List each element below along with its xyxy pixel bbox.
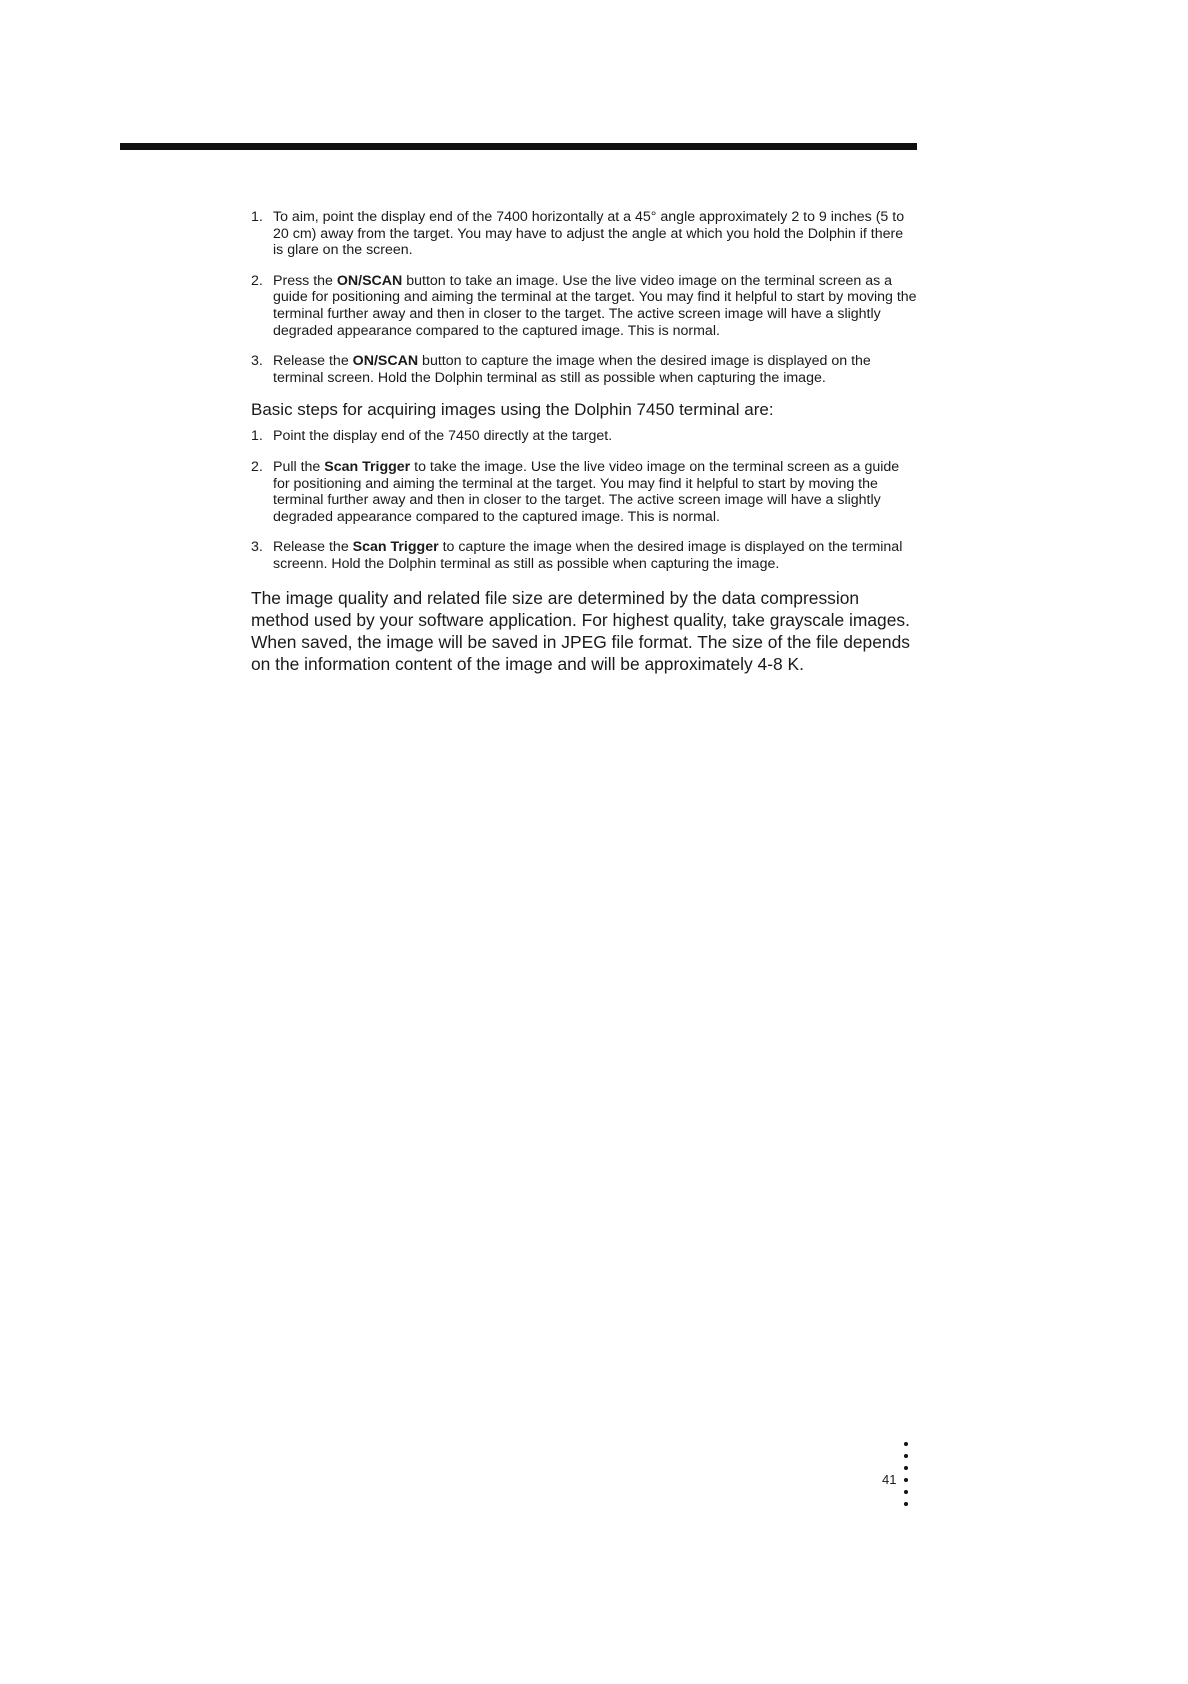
closing-paragraph: The image quality and related file size are determined by the data compression method used by your software application. For highest quality, take grayscale images. When saved, the image will be saved in JPEG file format. The size of the file depends on the information content of the image and will be approximately 4-8 K. [251,587,910,674]
page-content [251,209,917,675]
item-text-post: to take the image. Use the live video image on the terminal screen as a guide for positioning and aiming the terminal at the target. You may find it helpful to start by moving the terminal further away and then in closer to the target. The active screen image will have a slightly degraded appearance compared to the captured image. This is normal. [273,458,900,525]
list-item [251,273,917,339]
item-text-post: button to capture the image when the desired image is displayed on the terminal screen. Hold the Dolphin terminal as still as possible when capturing the image. [273,353,871,386]
button-name: ON/SCAN [352,353,419,370]
marker-dot [904,1454,908,1458]
item-text: Point the display end of the 7450 directly at the target. [273,428,613,445]
page-number: 41 [882,1472,897,1487]
intro-7450: Basic steps for acquiring images using the Dolphin 7450 terminal are: [251,400,774,420]
item-text-pre: Press the [273,272,337,289]
page-marker-dots [904,1442,908,1506]
item-text: To aim, point the display end of the 7400 horizontally at a 45° angle approximately 2 to 9 inches (5 to 20 cm) away from the target. You may have to adjust the angle at which you hold the Dolphin if there is glare on the screen. [273,209,905,259]
marker-dot [904,1466,908,1470]
header-rule [120,143,917,150]
list-item [251,353,917,386]
item-number: 2. [251,272,263,289]
item-number: 1. [251,428,263,445]
button-name: ON/SCAN [336,272,403,289]
item-number: 3. [251,539,263,556]
steps-list-7400 [251,209,917,386]
item-text-post: to capture the image when the desired image is displayed on the terminal screenn. Hold the Dolphin terminal as still as possible when capturing the image. [273,539,903,572]
list-item [251,539,917,572]
item-text-pre: Pull the [273,458,325,475]
trigger-name: Scan Trigger [324,458,411,475]
marker-dot [904,1478,908,1482]
item-number: 3. [251,353,263,370]
marker-dot [904,1442,908,1446]
item-text-pre: Release the [273,539,353,556]
list-item [251,428,917,445]
marker-dot [904,1502,908,1506]
list-item [251,209,917,259]
item-number: 2. [251,458,263,475]
list-item [251,459,917,525]
marker-dot [904,1490,908,1494]
item-number: 1. [251,209,263,225]
trigger-name: Scan Trigger [352,539,439,556]
item-text-pre: Release the [273,353,353,370]
item-text-post: button to take an image. Use the live video image on the terminal screen as a guide for positioning and aiming the terminal at the target. You may find it helpful to start by moving the terminal further away and then in closer to the target. The active screen image will have a slightly degraded appearance compared to the captured image. This is normal. [273,272,917,339]
steps-list-7450 [251,428,917,572]
